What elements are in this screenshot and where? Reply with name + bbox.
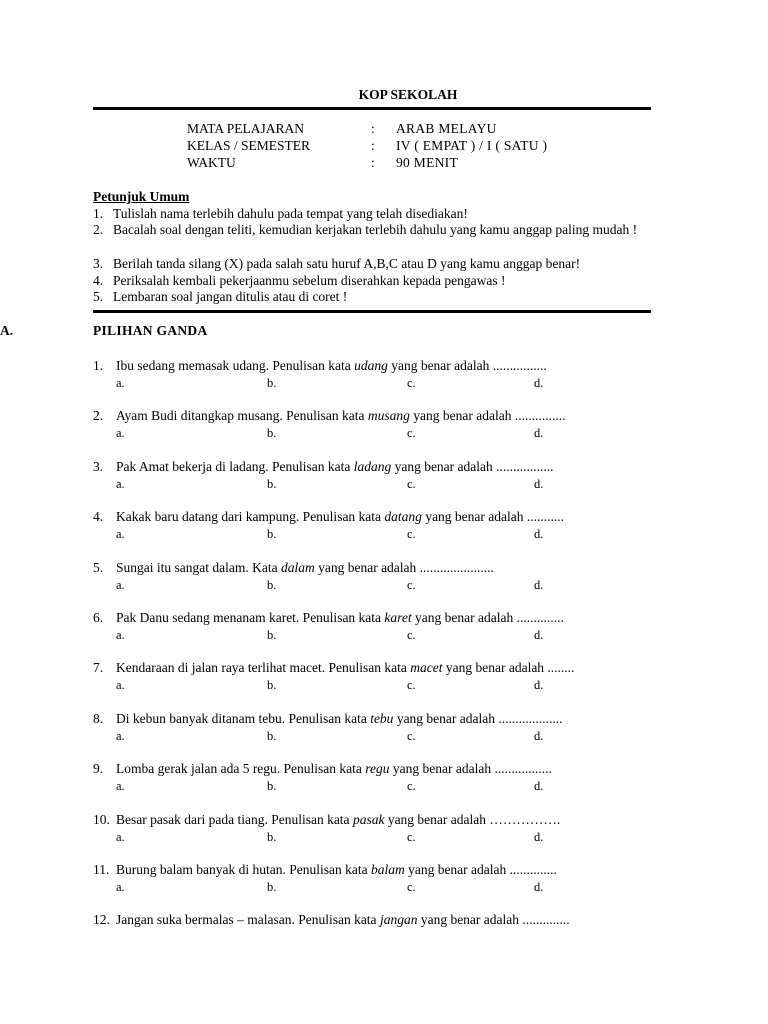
question-keyword: pasak bbox=[352, 811, 385, 827]
option-b[interactable]: b. bbox=[267, 628, 277, 642]
question-stem bbox=[116, 761, 552, 777]
option-a[interactable]: a. bbox=[116, 577, 125, 592]
question-text-after: yang benar adalah .............. bbox=[417, 912, 570, 928]
option-d[interactable]: d. bbox=[534, 628, 544, 642]
school-letterhead-title: KOP SEKOLAH bbox=[358, 87, 458, 102]
question-item bbox=[93, 812, 673, 846]
instruction-text: Periksalah kembali pekerjaanmu sebelum diserahkan kepada pengawas ! bbox=[113, 273, 506, 288]
option-a[interactable]: a. bbox=[116, 476, 125, 491]
question-text-before: Pak Danu sedang menanam karet. Penulisan kata bbox=[116, 610, 385, 625]
question-text-before: Di kebun banyak ditanam tebu. Penulisan kata bbox=[116, 710, 371, 726]
option-b[interactable]: b. bbox=[267, 476, 277, 491]
instruction-text: Bacalah soal dengan teliti, kemudian kerjakan terlebih dahulu yang kamu anggap paling mudah ! bbox=[113, 222, 638, 237]
question-stem bbox=[116, 358, 547, 374]
option-c[interactable]: c. bbox=[407, 779, 416, 794]
question-number: 2. bbox=[93, 408, 104, 424]
question-item bbox=[93, 560, 673, 594]
question-number: 5. bbox=[93, 559, 104, 575]
question-stem bbox=[116, 408, 565, 424]
option-c[interactable]: c. bbox=[407, 829, 416, 844]
question-number: 8. bbox=[93, 710, 104, 726]
question-text-after: yang benar adalah ................. bbox=[389, 761, 552, 777]
instruction-item bbox=[93, 273, 675, 290]
question-item bbox=[93, 862, 673, 896]
option-a[interactable]: a. bbox=[116, 376, 125, 390]
question-item bbox=[93, 761, 673, 795]
option-a[interactable]: a. bbox=[116, 527, 125, 542]
option-c[interactable]: c. bbox=[407, 527, 416, 542]
option-b[interactable]: b. bbox=[267, 426, 277, 441]
question-text-before: Lomba gerak jalan ada 5 regu. Penulisan kata bbox=[116, 761, 366, 777]
question-text-after: yang benar adalah ............... bbox=[409, 408, 566, 424]
option-a[interactable]: a. bbox=[116, 829, 125, 844]
question-item bbox=[93, 509, 673, 543]
question-keyword: macet bbox=[410, 660, 443, 676]
option-b[interactable]: b. bbox=[267, 577, 277, 592]
info-value: ARAB MELAYU bbox=[396, 121, 497, 136]
question-item bbox=[93, 459, 673, 493]
option-d[interactable]: d. bbox=[534, 880, 544, 894]
option-c[interactable]: c. bbox=[407, 426, 416, 441]
section-letter: A. bbox=[0, 323, 14, 338]
question-stem bbox=[116, 509, 564, 525]
question-keyword: datang bbox=[384, 509, 422, 525]
question-stem bbox=[116, 711, 563, 727]
info-label: MATA PELAJARAN bbox=[187, 121, 305, 136]
question-stem bbox=[116, 862, 557, 878]
option-a[interactable]: a. bbox=[116, 779, 125, 794]
question-text-before: Kendaraan di jalan raya terlihat macet. Penulisan kata bbox=[116, 660, 411, 676]
option-a[interactable]: a. bbox=[116, 728, 125, 743]
question-text-before: Ayam Budi ditangkap musang. Penulisan kata bbox=[116, 408, 368, 424]
header-top-rule bbox=[93, 107, 651, 110]
question-number: 6. bbox=[93, 610, 104, 625]
question-stem bbox=[116, 812, 560, 828]
question-number: 4. bbox=[93, 509, 104, 525]
option-d[interactable]: d. bbox=[534, 476, 544, 491]
option-d[interactable]: d. bbox=[534, 728, 544, 743]
question-stem bbox=[116, 610, 564, 626]
question-text-after: yang benar adalah .............. bbox=[404, 862, 557, 877]
info-value: 90 MENIT bbox=[396, 155, 459, 170]
option-c[interactable]: c. bbox=[407, 476, 416, 491]
question-text-after: yang benar adalah ................. bbox=[391, 458, 554, 474]
option-d[interactable]: d. bbox=[534, 577, 544, 592]
option-b[interactable]: b. bbox=[267, 728, 277, 743]
question-text-after: yang benar adalah ................ bbox=[387, 358, 547, 373]
option-c[interactable]: c. bbox=[407, 577, 416, 592]
instruction-number: 1. bbox=[93, 206, 104, 221]
question-number: 3. bbox=[93, 458, 104, 474]
instruction-number: 3. bbox=[93, 256, 104, 271]
instruction-item bbox=[93, 289, 675, 306]
instruction-number: 2. bbox=[93, 222, 104, 237]
info-colon: : bbox=[371, 138, 375, 153]
option-d[interactable]: d. bbox=[534, 527, 544, 542]
question-number: 1. bbox=[93, 358, 104, 373]
question-keyword: ladang bbox=[353, 458, 392, 474]
info-colon: : bbox=[371, 155, 375, 170]
instruction-item bbox=[93, 256, 675, 273]
question-text-after: yang benar adalah ................... bbox=[393, 710, 563, 726]
option-d[interactable]: d. bbox=[534, 829, 544, 844]
question-keyword: udang bbox=[354, 358, 388, 373]
option-b[interactable]: b. bbox=[267, 376, 277, 390]
question-stem bbox=[116, 660, 574, 676]
instruction-number: 4. bbox=[93, 273, 104, 288]
question-number: 11. bbox=[93, 862, 110, 877]
option-d[interactable]: d. bbox=[534, 426, 544, 441]
question-number: 9. bbox=[93, 761, 104, 777]
question-stem bbox=[116, 560, 494, 576]
option-a[interactable]: a. bbox=[116, 880, 125, 894]
instruction-text: Lembaran soal jangan ditulis atau di coret ! bbox=[113, 289, 348, 304]
option-d[interactable]: d. bbox=[534, 779, 544, 794]
question-number: 10. bbox=[93, 811, 110, 827]
question-keyword: balam bbox=[370, 862, 405, 877]
question-number: 7. bbox=[93, 660, 104, 676]
option-a[interactable]: a. bbox=[116, 678, 125, 693]
option-d[interactable]: d. bbox=[534, 376, 544, 390]
question-number: 12. bbox=[93, 912, 110, 928]
instructions-bottom-rule bbox=[93, 310, 651, 313]
info-colon: : bbox=[371, 121, 375, 136]
instructions-title: Petunjuk Umum bbox=[93, 189, 190, 204]
option-b[interactable]: b. bbox=[267, 678, 277, 693]
question-item bbox=[93, 358, 673, 392]
instruction-item bbox=[93, 222, 675, 239]
option-b[interactable]: b. bbox=[267, 527, 277, 542]
option-c[interactable]: c. bbox=[407, 880, 416, 894]
question-text-after: yang benar adalah ……………. bbox=[384, 811, 561, 827]
question-keyword: karet bbox=[384, 610, 412, 625]
instruction-item bbox=[93, 206, 675, 223]
question-item bbox=[93, 912, 673, 946]
option-c[interactable]: c. bbox=[407, 678, 416, 693]
question-text-before: Sungai itu sangat dalam. Kata bbox=[116, 559, 281, 575]
question-text-before: Besar pasak dari pada tiang. Penulisan kata bbox=[116, 811, 353, 827]
option-c[interactable]: c. bbox=[407, 728, 416, 743]
info-value: IV ( EMPAT ) / I ( SATU ) bbox=[396, 138, 548, 153]
question-stem bbox=[116, 459, 554, 475]
option-d[interactable]: d. bbox=[534, 678, 544, 693]
option-b[interactable]: b. bbox=[267, 779, 277, 794]
question-item bbox=[93, 711, 673, 745]
option-b[interactable]: b. bbox=[267, 880, 277, 894]
question-keyword: tebu bbox=[370, 710, 394, 726]
question-text-before: Kakak baru datang dari kampung. Penulisan kata bbox=[116, 509, 385, 525]
question-text-before: Ibu sedang memasak udang. Penulisan kata bbox=[116, 358, 355, 373]
info-label: KELAS / SEMESTER bbox=[187, 138, 311, 153]
question-item bbox=[93, 610, 673, 644]
instruction-number: 5. bbox=[93, 289, 104, 304]
instruction-text: Tulislah nama terlebih dahulu pada tempat yang telah disediakan! bbox=[113, 206, 468, 221]
option-a[interactable]: a. bbox=[116, 426, 125, 441]
question-text-after: yang benar adalah .............. bbox=[411, 610, 564, 625]
option-c[interactable]: c. bbox=[407, 376, 416, 390]
question-keyword: jangan bbox=[379, 912, 418, 928]
question-item bbox=[93, 408, 673, 442]
question-keyword: musang bbox=[367, 408, 410, 424]
question-text-before: Burung balam banyak di hutan. Penulisan kata bbox=[116, 862, 371, 877]
question-item bbox=[93, 660, 673, 694]
question-text-after: yang benar adalah ...................... bbox=[314, 559, 494, 575]
question-text-after: yang benar adalah ........... bbox=[421, 509, 565, 525]
question-stem bbox=[116, 912, 570, 928]
option-c[interactable]: c. bbox=[407, 628, 416, 642]
option-b[interactable]: b. bbox=[267, 829, 277, 844]
section-title: PILIHAN GANDA bbox=[93, 323, 208, 338]
question-keyword: regu bbox=[365, 761, 390, 777]
instruction-text: Berilah tanda silang (X) pada salah satu huruf A,B,C atau D yang kamu anggap benar! bbox=[113, 256, 581, 271]
question-text-before: Pak Amat bekerja di ladang. Penulisan kata bbox=[116, 458, 354, 474]
question-keyword: dalam bbox=[280, 559, 315, 575]
question-text-after: yang benar adalah ........ bbox=[442, 660, 575, 676]
info-label: WAKTU bbox=[187, 155, 236, 170]
option-a[interactable]: a. bbox=[116, 628, 125, 642]
question-text-before: Jangan suka bermalas – malasan. Penulisan kata bbox=[116, 912, 380, 928]
